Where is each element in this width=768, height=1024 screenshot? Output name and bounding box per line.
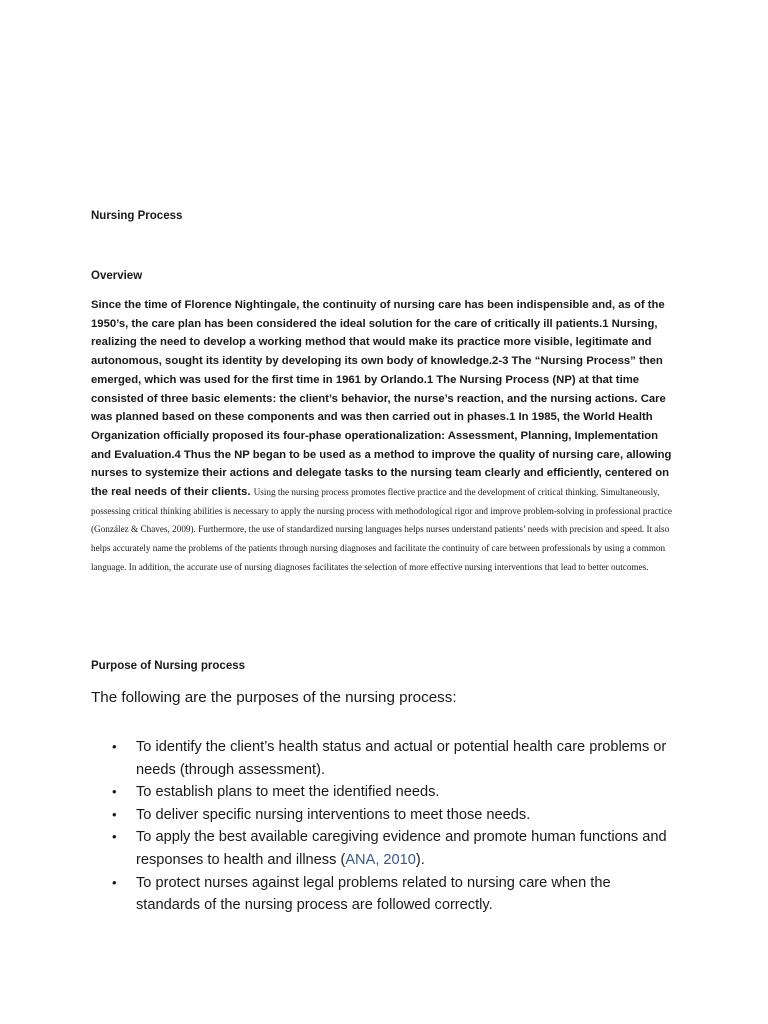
overview-small-text: Using the nursing process promotes flective practice and the development of critical thinking. Simultaneously, possessing critical thinking abilities is necessary to apply the nursing process with methodological rigor and improve problem-solving in professional practice (González & Chaves, 2009). Furthermore, the use of standardized nursing languages helps nurses understand patients’ needs with precision and speed. It also helps accurately name the problems of the patients through nursing diagnoses and facilitate the continuity of care between professionals by using a common language. In addition, the accurate use of nursing diagnoses facilitates the selection of more effective nursing interventions that lead to better outcomes. xyxy=(91,487,672,572)
purpose-item-text: To deliver specific nursing interventions to meet those needs. xyxy=(136,806,531,823)
purpose-list-item xyxy=(112,872,672,917)
overview-paragraph xyxy=(91,296,677,577)
overview-main-text: Since the time of Florence Nightingale, the continuity of nursing care has been indispensible and, as of the 1950’s, the care plan has been considered the ideal solution for the care of critically ill patients.1 Nursing, realizing the need to develop a working method that would make its practice more visible, legitimate and autonomous, sought its identity by developing its own body of knowledge.2-3 The “Nursing Process” then emerged, which was used for the first time in 1961 by Orlando.1 The Nursing Process (NP) at that time consisted of three basic elements: the client’s behavior, the nurse’s reaction, and the nursing actions. Care was planned based on these components and was then carried out in phases.1 In 1985, the World Health Organization officially proposed its four-phase operationalization: Assessment, Planning, Implementation and Evaluation.4 Thus the NP began to be used as a method to improve the quality of nursing care, allowing nurses to systemize their actions and delegate tasks to the nursing team clearly and efficiently, centered on the real needs of their clients. xyxy=(91,299,672,499)
purpose-heading: Purpose of Nursing process xyxy=(91,660,246,672)
overview-heading: Overview xyxy=(91,270,143,282)
purpose-intro: The following are the purposes of the nursing process: xyxy=(91,689,457,706)
bullet-icon: • xyxy=(112,874,117,890)
bullet-icon: • xyxy=(112,829,117,845)
citation-link[interactable]: ANA, 2010 xyxy=(345,851,416,868)
purpose-item-text: To establish plans to meet the identified needs. xyxy=(136,784,440,801)
purpose-list-item xyxy=(112,781,672,804)
purpose-list xyxy=(112,736,672,917)
purpose-item-text: To identify the client’s health status and actual or potential health care problems or needs (through assessment). xyxy=(136,739,667,778)
purpose-item-text: To apply the best available caregiving evidence and promote human functions and responses to health and illness ( xyxy=(136,829,667,868)
purpose-item-text: To protect nurses against legal problems related to nursing care when the standards of the nursing process are followed correctly. xyxy=(136,874,611,914)
purpose-list-item xyxy=(112,736,672,781)
purpose-list-item xyxy=(112,804,672,827)
purpose-list-item xyxy=(112,826,672,871)
bullet-icon: • xyxy=(112,739,117,754)
document-title: Nursing Process xyxy=(91,210,183,222)
purpose-item-suffix: ). xyxy=(415,851,425,868)
bullet-icon: • xyxy=(112,784,117,800)
bullet-icon: • xyxy=(112,806,117,822)
